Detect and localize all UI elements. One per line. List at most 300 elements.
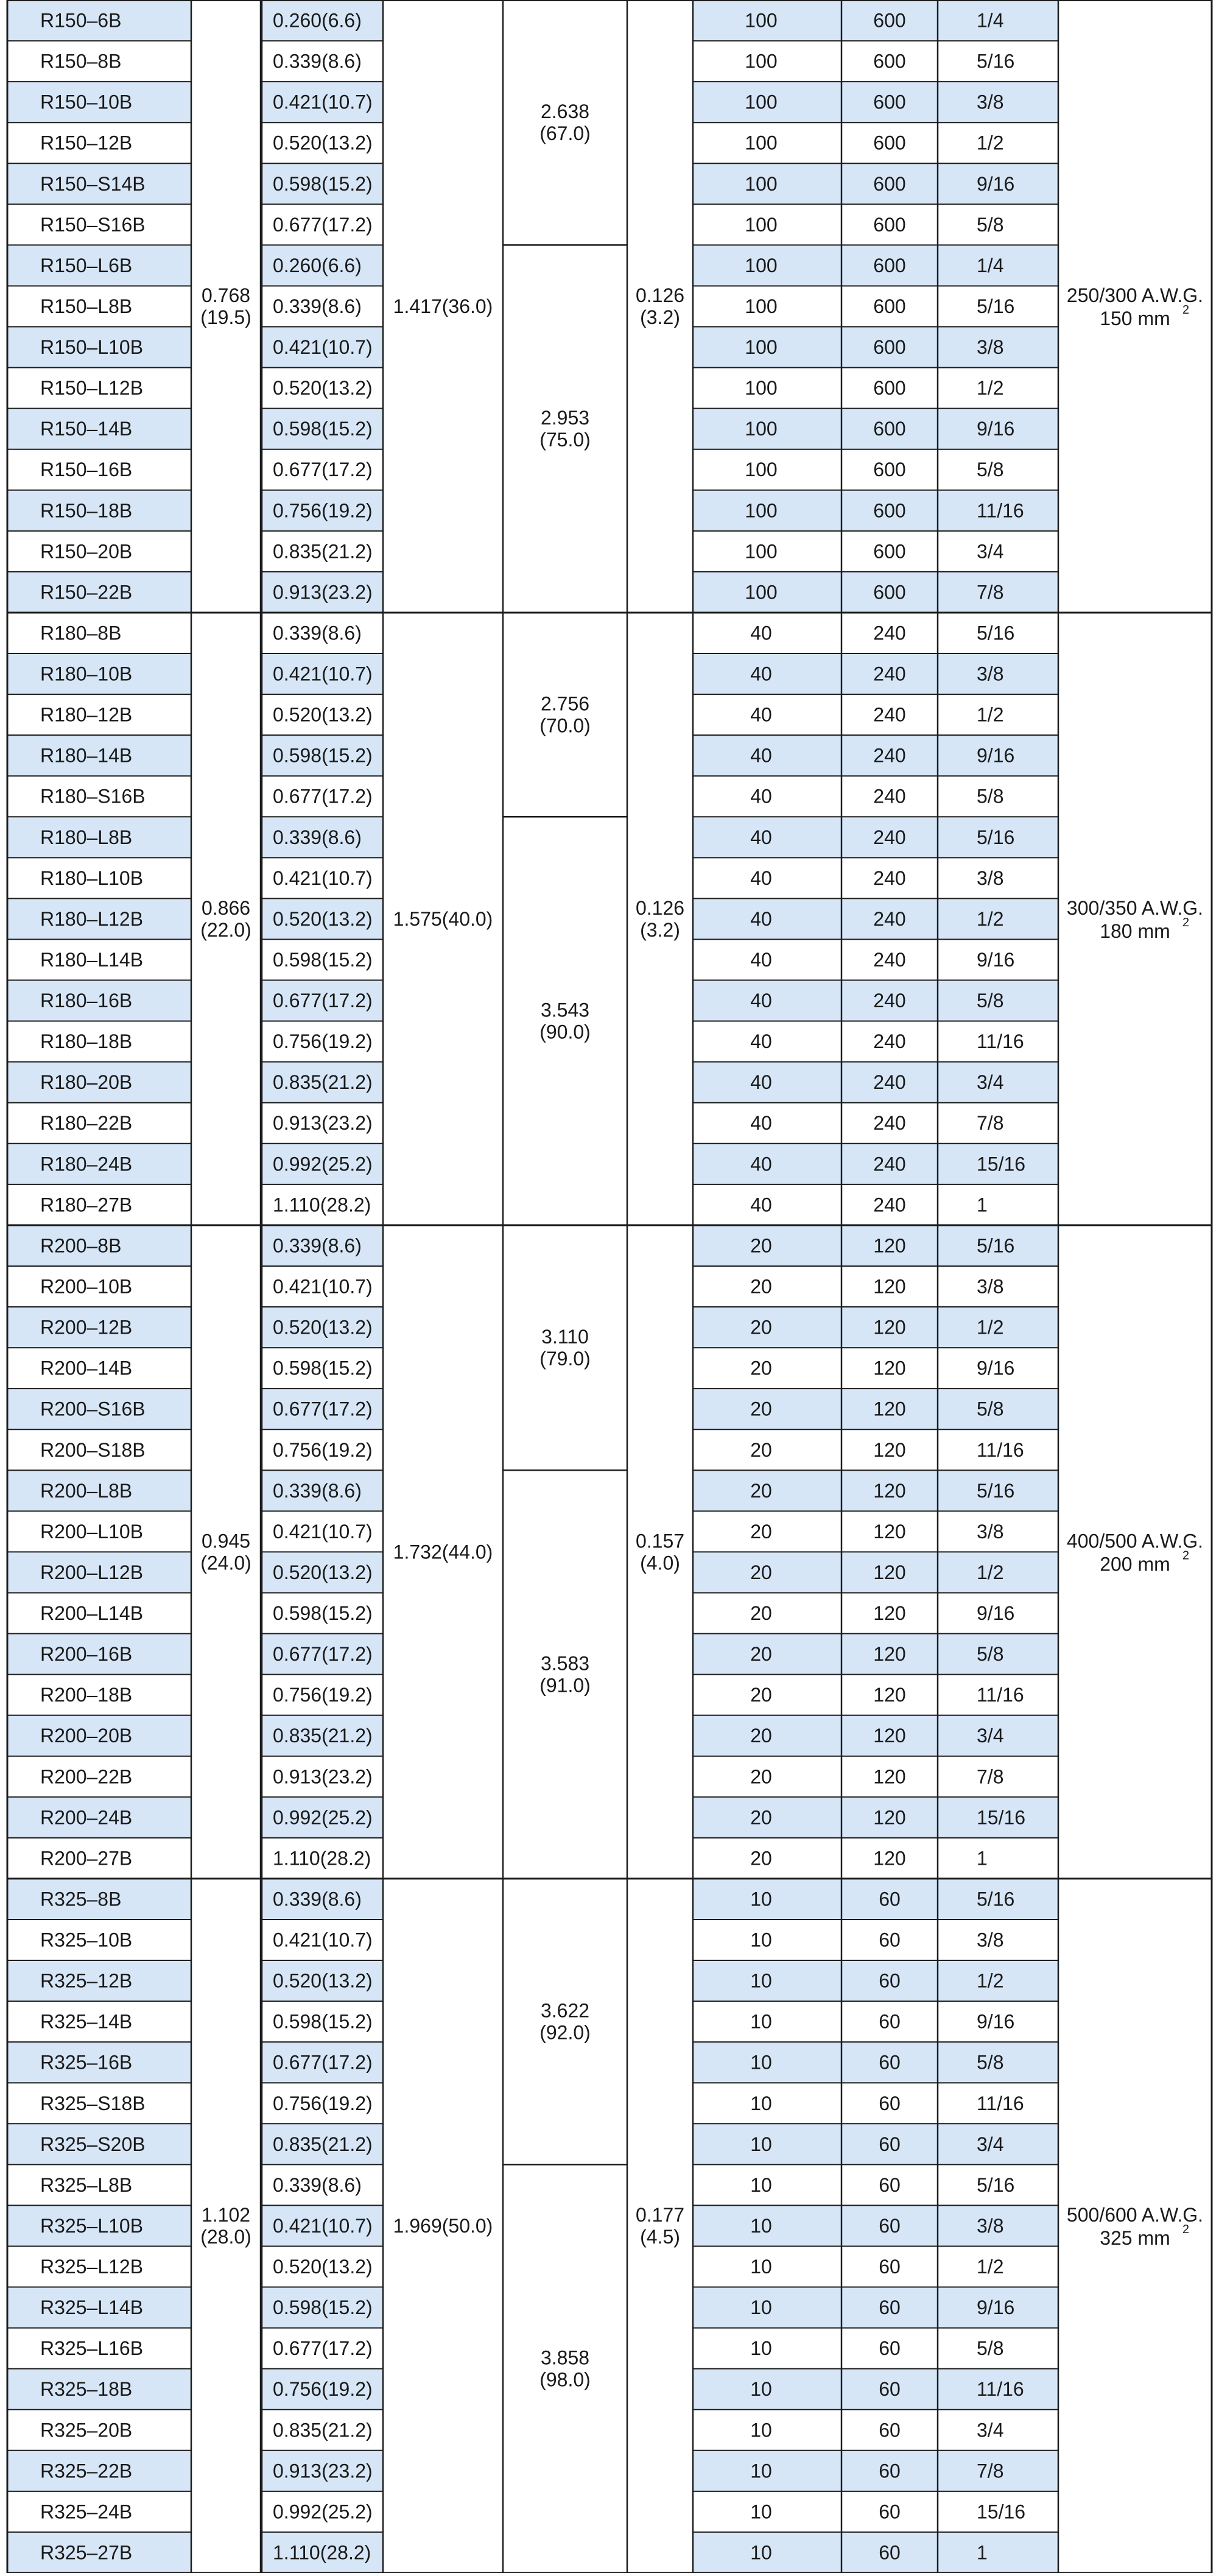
pack-quantity-cell: 10 bbox=[750, 2133, 772, 2155]
pack-quantity-cell: 100 bbox=[745, 377, 778, 399]
stud-size-cell: 11/16 bbox=[977, 2092, 1024, 2114]
stud-size-cell: 3/4 bbox=[977, 1071, 1004, 1094]
stud-dimension-cell: 0.992(25.2) bbox=[273, 2500, 373, 2523]
stud-size-cell: 5/16 bbox=[977, 1479, 1015, 1502]
box-quantity-cell: 240 bbox=[873, 990, 906, 1012]
barrel-diameter: 1.102 bbox=[201, 2203, 251, 2226]
table-row bbox=[40, 132, 1003, 154]
stud-dimension-cell: 0.520(13.2) bbox=[273, 132, 373, 154]
pack-quantity-cell: 10 bbox=[750, 2541, 772, 2564]
stud-size-cell: 1/2 bbox=[977, 1561, 1004, 1583]
stud-dimension-cell: 0.835(21.2) bbox=[273, 2133, 373, 2155]
box-quantity-cell: 600 bbox=[873, 377, 906, 399]
part-number-cell: R325–20B bbox=[40, 2419, 133, 2441]
stud-dimension-cell: 0.677(17.2) bbox=[273, 990, 373, 1012]
pack-quantity-cell: 100 bbox=[745, 91, 778, 113]
stud-dimension-cell: 0.756(19.2) bbox=[273, 2378, 373, 2401]
box-quantity-cell: 60 bbox=[879, 2541, 901, 2564]
stud-size-cell: 5/8 bbox=[977, 213, 1004, 236]
pack-quantity-cell: 20 bbox=[750, 1398, 772, 1420]
stud-dimension-cell: 0.520(13.2) bbox=[273, 1316, 373, 1339]
part-number-cell: R325–14B bbox=[40, 2010, 133, 2033]
stud-dimension-cell: 0.913(23.2) bbox=[273, 581, 373, 604]
stud-dimension-cell: 0.756(19.2) bbox=[273, 1438, 373, 1461]
stud-size-cell: 1 bbox=[977, 2541, 988, 2564]
box-quantity-cell: 240 bbox=[873, 703, 906, 726]
stud-dimension-cell: 0.520(13.2) bbox=[273, 1969, 373, 1992]
pack-quantity-cell: 40 bbox=[750, 703, 772, 726]
stud-size-cell: 9/16 bbox=[977, 172, 1015, 195]
box-quantity-cell: 240 bbox=[873, 744, 906, 767]
table-row bbox=[40, 2500, 1025, 2522]
stud-dimension-cell: 1.110(28.2) bbox=[273, 1847, 371, 1870]
wire-range-mm2: 180 mm bbox=[1100, 920, 1170, 942]
box-quantity-cell: 60 bbox=[879, 2092, 901, 2114]
pack-quantity-cell: 10 bbox=[750, 2337, 772, 2360]
stud-dimension-cell: 0.421(10.7) bbox=[273, 1929, 373, 1951]
stud-dimension-cell: 0.339(8.6) bbox=[273, 1479, 362, 1502]
wire-range-mm2: 325 mm bbox=[1100, 2226, 1170, 2249]
box-quantity-cell: 60 bbox=[879, 1969, 901, 1992]
part-number-cell: R150–L8B bbox=[40, 295, 133, 317]
stud-dimension-cell: 0.339(8.6) bbox=[273, 622, 362, 644]
superscript-2: 2 bbox=[1182, 915, 1190, 929]
length-value: 3.110 bbox=[541, 1326, 589, 1348]
pack-quantity-cell: 10 bbox=[750, 2296, 772, 2319]
stud-dimension-cell: 0.339(8.6) bbox=[273, 1234, 362, 1257]
barrel-diameter-mm: (28.0) bbox=[200, 2225, 251, 2248]
pack-quantity-cell: 10 bbox=[750, 1929, 772, 1951]
table-row bbox=[40, 295, 1014, 317]
stud-dimension-cell: 0.756(19.2) bbox=[273, 499, 373, 522]
stud-size-cell: 15/16 bbox=[977, 1806, 1026, 1829]
stud-dimension-cell: 0.677(17.2) bbox=[273, 1643, 373, 1666]
pack-quantity-cell: 40 bbox=[750, 1071, 772, 1094]
wire-range-awg: 500/600 A.W.G. bbox=[1066, 2203, 1204, 2226]
length-value: 2.953 bbox=[540, 407, 590, 429]
pack-quantity-cell: 100 bbox=[745, 336, 778, 359]
box-quantity-cell: 120 bbox=[873, 1684, 906, 1706]
table-row bbox=[40, 459, 1003, 480]
stud-size-cell: 5/16 bbox=[977, 1234, 1015, 1257]
box-quantity-cell: 60 bbox=[879, 1888, 901, 1910]
part-number-cell: R200–8B bbox=[40, 1234, 122, 1257]
box-quantity-cell: 600 bbox=[873, 91, 906, 113]
part-number-cell: R180–18B bbox=[40, 1030, 133, 1053]
part-number-cell: R150–14B bbox=[40, 418, 133, 440]
box-quantity-cell: 600 bbox=[873, 418, 906, 440]
tongue-width: 1.575(40.0) bbox=[393, 907, 493, 930]
table-row bbox=[40, 2174, 1014, 2196]
part-number-cell: R200–12B bbox=[40, 1316, 133, 1339]
pack-quantity-cell: 20 bbox=[750, 1684, 772, 1706]
stud-size-cell: 15/16 bbox=[977, 1153, 1026, 1175]
part-number-cell: R150–12B bbox=[40, 132, 133, 154]
pack-quantity-cell: 40 bbox=[750, 1112, 772, 1135]
pack-quantity-cell: 100 bbox=[745, 581, 778, 604]
pack-quantity-cell: 20 bbox=[750, 1561, 772, 1583]
part-number-cell: R325–S18B bbox=[40, 2092, 146, 2114]
stud-size-cell: 1/4 bbox=[977, 254, 1004, 276]
pack-quantity-cell: 20 bbox=[750, 1765, 772, 1788]
pack-quantity-cell: 10 bbox=[750, 2460, 772, 2482]
box-quantity-cell: 240 bbox=[873, 1194, 906, 1216]
table-row bbox=[40, 2337, 1003, 2359]
stud-dimension-cell: 0.339(8.6) bbox=[273, 2173, 362, 2196]
wall-thickness: 0.126 bbox=[635, 896, 685, 919]
box-quantity-cell: 60 bbox=[879, 2378, 901, 2401]
stud-dimension-cell: 0.598(15.2) bbox=[273, 2296, 373, 2319]
part-number-cell: R200–27B bbox=[40, 1847, 133, 1870]
part-number-cell: R180–L10B bbox=[40, 867, 144, 889]
part-number-cell: R200–22B bbox=[40, 1765, 133, 1788]
superscript-2: 2 bbox=[1182, 2222, 1190, 2236]
part-number-cell: R180–L12B bbox=[40, 907, 144, 930]
part-number-cell: R325–L16B bbox=[40, 2337, 144, 2360]
pack-quantity-cell: 10 bbox=[750, 2010, 772, 2033]
stud-size-cell: 1/2 bbox=[977, 132, 1004, 154]
stud-dimension-cell: 0.260(6.6) bbox=[273, 254, 362, 276]
box-quantity-cell: 600 bbox=[873, 581, 906, 604]
pack-quantity-cell: 20 bbox=[750, 1847, 772, 1870]
stud-dimension-cell: 0.913(23.2) bbox=[273, 1765, 373, 1788]
table-row bbox=[40, 1276, 1003, 1298]
table-row bbox=[40, 1439, 1024, 1461]
pack-quantity-cell: 100 bbox=[745, 50, 778, 72]
stud-size-cell: 9/16 bbox=[977, 1357, 1015, 1379]
box-quantity-cell: 120 bbox=[873, 1234, 906, 1257]
wire-range-mm2: 200 mm bbox=[1100, 1553, 1170, 1575]
stud-size-cell: 3/8 bbox=[977, 1520, 1004, 1543]
stud-size-cell: 11/16 bbox=[977, 2378, 1024, 2401]
pack-quantity-cell: 40 bbox=[750, 867, 772, 889]
stud-dimension-cell: 0.598(15.2) bbox=[273, 2010, 373, 2033]
box-quantity-cell: 240 bbox=[873, 907, 906, 930]
stud-dimension-cell: 0.598(15.2) bbox=[273, 744, 373, 767]
box-quantity-cell: 600 bbox=[873, 295, 906, 317]
pack-quantity-cell: 40 bbox=[750, 785, 772, 808]
stud-dimension-cell: 0.421(10.7) bbox=[273, 867, 373, 889]
box-quantity-cell: 120 bbox=[873, 1520, 906, 1543]
box-quantity-cell: 120 bbox=[873, 1316, 906, 1339]
wire-range-awg: 300/350 A.W.G. bbox=[1066, 896, 1204, 919]
stud-dimension-cell: 0.339(8.6) bbox=[273, 295, 362, 317]
part-number-cell: R200–18B bbox=[40, 1684, 133, 1706]
box-quantity-cell: 120 bbox=[873, 1765, 906, 1788]
part-number-cell: R200–S16B bbox=[40, 1398, 146, 1420]
pack-quantity-cell: 10 bbox=[750, 2256, 772, 2278]
table-row bbox=[40, 540, 1003, 562]
part-number-cell: R150–16B bbox=[40, 459, 133, 481]
stud-size-cell: 3/8 bbox=[977, 336, 1004, 359]
box-quantity-cell: 240 bbox=[873, 1112, 906, 1135]
stud-dimension-cell: 0.913(23.2) bbox=[273, 1112, 373, 1135]
stud-dimension-cell: 0.756(19.2) bbox=[273, 2092, 373, 2114]
superscript-2: 2 bbox=[1182, 1549, 1190, 1563]
stud-dimension-cell: 0.756(19.2) bbox=[273, 1684, 373, 1706]
stud-size-cell: 11/16 bbox=[977, 499, 1024, 522]
part-number-cell: R200–14B bbox=[40, 1357, 133, 1379]
part-number-cell: R325–L14B bbox=[40, 2296, 144, 2319]
box-quantity-cell: 60 bbox=[879, 2173, 901, 2196]
length-value-mm: (90.0) bbox=[539, 1021, 591, 1043]
barrel-diameter: 0.768 bbox=[201, 284, 251, 306]
box-quantity-cell: 120 bbox=[873, 1847, 906, 1870]
stud-size-cell: 1/2 bbox=[977, 907, 1004, 930]
stud-dimension-cell: 0.677(17.2) bbox=[273, 785, 373, 808]
stud-dimension-cell: 0.421(10.7) bbox=[273, 1520, 373, 1543]
box-quantity-cell: 60 bbox=[879, 2419, 901, 2441]
wire-range-awg: 250/300 A.W.G. bbox=[1066, 284, 1204, 306]
barrel-diameter-mm: (24.0) bbox=[200, 1552, 251, 1574]
pack-quantity-cell: 10 bbox=[750, 2092, 772, 2114]
stud-size-cell: 9/16 bbox=[977, 1602, 1015, 1625]
stud-size-cell: 9/16 bbox=[977, 948, 1015, 971]
stud-dimension-cell: 0.756(19.2) bbox=[273, 1030, 373, 1053]
pack-quantity-cell: 20 bbox=[750, 1602, 772, 1625]
box-quantity-cell: 600 bbox=[873, 172, 906, 195]
stud-size-cell: 3/4 bbox=[977, 1725, 1004, 1747]
stud-dimension-cell: 0.835(21.2) bbox=[273, 1725, 373, 1747]
stud-dimension-cell: 0.598(15.2) bbox=[273, 172, 373, 195]
length-value: 3.622 bbox=[540, 1999, 590, 2022]
stud-size-cell: 15/16 bbox=[977, 2500, 1026, 2523]
stud-size-cell: 9/16 bbox=[977, 418, 1015, 440]
pack-quantity-cell: 20 bbox=[750, 1438, 772, 1461]
wall-thickness: 0.157 bbox=[635, 1530, 685, 1552]
box-quantity-cell: 240 bbox=[873, 1071, 906, 1094]
part-number-cell: R325–L8B bbox=[40, 2173, 133, 2196]
pack-quantity-cell: 20 bbox=[750, 1643, 772, 1666]
stud-size-cell: 9/16 bbox=[977, 744, 1015, 767]
part-number-cell: R150–6B bbox=[40, 9, 122, 32]
length-value-mm: (75.0) bbox=[539, 429, 591, 451]
box-quantity-cell: 240 bbox=[873, 1030, 906, 1053]
wall-thickness: 0.177 bbox=[635, 2203, 685, 2226]
stud-size-cell: 3/8 bbox=[977, 1275, 1004, 1298]
part-number-cell: R325–L12B bbox=[40, 2256, 144, 2278]
stud-size-cell: 11/16 bbox=[977, 1684, 1024, 1706]
pack-quantity-cell: 40 bbox=[750, 663, 772, 685]
pack-quantity-cell: 10 bbox=[750, 2378, 772, 2401]
box-quantity-cell: 60 bbox=[879, 2133, 901, 2155]
stud-dimension-cell: 1.110(28.2) bbox=[273, 1194, 371, 1216]
pack-quantity-cell: 10 bbox=[750, 2214, 772, 2237]
stud-size-cell: 1/2 bbox=[977, 1969, 1004, 1992]
stud-size-cell: 3/8 bbox=[977, 91, 1004, 113]
stud-size-cell: 3/8 bbox=[977, 1929, 1004, 1951]
table-row bbox=[40, 51, 1014, 72]
part-number-cell: R200–L14B bbox=[40, 1602, 144, 1625]
superscript-2: 2 bbox=[1182, 303, 1190, 317]
table-row bbox=[40, 1357, 1014, 1379]
length-value: 3.583 bbox=[540, 1652, 590, 1675]
stud-dimension-cell: 0.520(13.2) bbox=[273, 703, 373, 726]
stud-size-cell: 5/8 bbox=[977, 2051, 1004, 2074]
stud-size-cell: 9/16 bbox=[977, 2296, 1015, 2319]
part-number-cell: R180–20B bbox=[40, 1071, 133, 1094]
stud-size-cell: 1 bbox=[977, 1847, 988, 1870]
stud-size-cell: 3/4 bbox=[977, 2133, 1004, 2155]
stud-size-cell: 7/8 bbox=[977, 1112, 1004, 1135]
part-number-cell: R180–16B bbox=[40, 990, 133, 1012]
stud-size-cell: 1/2 bbox=[977, 377, 1004, 399]
pack-quantity-cell: 40 bbox=[750, 1153, 772, 1175]
part-number-cell: R325–S20B bbox=[40, 2133, 146, 2155]
box-quantity-cell: 60 bbox=[879, 2296, 901, 2319]
pack-quantity-cell: 100 bbox=[745, 418, 778, 440]
table-row bbox=[40, 1684, 1024, 1706]
box-quantity-cell: 240 bbox=[873, 948, 906, 971]
text-layer bbox=[40, 10, 1203, 2564]
box-quantity-cell: 120 bbox=[873, 1725, 906, 1747]
stud-dimension-cell: 0.520(13.2) bbox=[273, 907, 373, 930]
box-quantity-cell: 240 bbox=[873, 867, 906, 889]
part-number-cell: R180–24B bbox=[40, 1153, 133, 1175]
pack-quantity-cell: 40 bbox=[750, 744, 772, 767]
stud-dimension-cell: 0.913(23.2) bbox=[273, 2460, 373, 2482]
part-number-cell: R200–20B bbox=[40, 1725, 133, 1747]
part-number-cell: R150–18B bbox=[40, 499, 133, 522]
stud-dimension-cell: 0.421(10.7) bbox=[273, 2214, 373, 2237]
box-quantity-cell: 120 bbox=[873, 1602, 906, 1625]
stud-size-cell: 3/4 bbox=[977, 540, 1004, 563]
pack-quantity-cell: 100 bbox=[745, 499, 778, 522]
table-row bbox=[40, 1929, 1003, 1951]
part-number-cell: R180–10B bbox=[40, 663, 133, 685]
length-value-mm: (70.0) bbox=[539, 714, 591, 737]
wire-range-mm2: 150 mm bbox=[1100, 307, 1170, 329]
box-quantity-cell: 120 bbox=[873, 1561, 906, 1583]
stud-size-cell: 5/16 bbox=[977, 622, 1015, 644]
stud-size-cell: 1 bbox=[977, 1194, 988, 1216]
stud-dimension-cell: 0.520(13.2) bbox=[273, 1561, 373, 1583]
table-row bbox=[40, 1112, 1003, 1134]
stud-size-cell: 1/4 bbox=[977, 9, 1004, 32]
box-quantity-cell: 600 bbox=[873, 50, 906, 72]
part-number-cell: R325–22B bbox=[40, 2460, 133, 2482]
part-number-cell: R150–10B bbox=[40, 91, 133, 113]
pack-quantity-cell: 20 bbox=[750, 1234, 772, 1257]
part-number-cell: R150–22B bbox=[40, 581, 133, 604]
tongue-width: 1.732(44.0) bbox=[393, 1541, 493, 1563]
part-number-cell: R180–14B bbox=[40, 744, 133, 767]
pack-quantity-cell: 40 bbox=[750, 948, 772, 971]
part-number-cell: R150–S16B bbox=[40, 213, 146, 236]
row-shade bbox=[693, 2532, 1058, 2573]
stud-size-cell: 1/2 bbox=[977, 703, 1004, 726]
stud-size-cell: 5/8 bbox=[977, 459, 1004, 481]
stud-dimension-cell: 0.421(10.7) bbox=[273, 91, 373, 113]
stud-size-cell: 5/16 bbox=[977, 1888, 1015, 1910]
stud-size-cell: 5/16 bbox=[977, 50, 1015, 72]
part-number-cell: R150–20B bbox=[40, 540, 133, 563]
box-quantity-cell: 120 bbox=[873, 1398, 906, 1420]
table-row bbox=[40, 2011, 1014, 2033]
stud-size-cell: 5/16 bbox=[977, 295, 1015, 317]
stud-dimension-cell: 0.677(17.2) bbox=[273, 2337, 373, 2360]
pack-quantity-cell: 20 bbox=[750, 1725, 772, 1747]
stud-size-cell: 7/8 bbox=[977, 2460, 1004, 2482]
length-value-mm: (91.0) bbox=[539, 1674, 591, 1697]
pack-quantity-cell: 20 bbox=[750, 1479, 772, 1502]
stud-size-cell: 3/8 bbox=[977, 867, 1004, 889]
part-number-cell: R325–12B bbox=[40, 1969, 133, 1992]
stud-dimension-cell: 0.677(17.2) bbox=[273, 2051, 373, 2074]
stud-size-cell: 3/8 bbox=[977, 663, 1004, 685]
length-value-mm: (98.0) bbox=[539, 2368, 591, 2391]
length-value: 2.756 bbox=[540, 692, 590, 715]
box-quantity-cell: 120 bbox=[873, 1479, 906, 1502]
length-value-mm: (79.0) bbox=[539, 1348, 591, 1370]
pack-quantity-cell: 40 bbox=[750, 1030, 772, 1053]
stud-dimension-cell: 0.339(8.6) bbox=[273, 826, 362, 848]
stud-dimension-cell: 0.835(21.2) bbox=[273, 2419, 373, 2441]
stud-dimension-cell: 0.339(8.6) bbox=[273, 50, 362, 72]
stud-dimension-cell: 0.339(8.6) bbox=[273, 1888, 362, 1910]
part-number-cell: R200–24B bbox=[40, 1806, 133, 1829]
length-value: 3.543 bbox=[540, 999, 590, 1021]
pack-quantity-cell: 100 bbox=[745, 172, 778, 195]
stud-dimension-cell: 0.520(13.2) bbox=[273, 2256, 373, 2278]
length-value: 3.858 bbox=[540, 2346, 590, 2369]
stud-dimension-cell: 0.677(17.2) bbox=[273, 213, 373, 236]
pack-quantity-cell: 100 bbox=[745, 254, 778, 276]
stud-dimension-cell: 0.520(13.2) bbox=[273, 377, 373, 399]
table-row bbox=[40, 867, 1003, 889]
box-quantity-cell: 60 bbox=[879, 2051, 901, 2074]
stud-dimension-cell: 0.598(15.2) bbox=[273, 1602, 373, 1625]
pack-quantity-cell: 40 bbox=[750, 826, 772, 848]
box-quantity-cell: 120 bbox=[873, 1275, 906, 1298]
part-number-cell: R200–L12B bbox=[40, 1561, 144, 1583]
part-number-cell: R180–22B bbox=[40, 1112, 133, 1135]
pack-quantity-cell: 20 bbox=[750, 1806, 772, 1829]
table-row bbox=[40, 622, 1014, 644]
box-quantity-cell: 60 bbox=[879, 2337, 901, 2360]
part-number-cell: R150–L10B bbox=[40, 336, 144, 359]
part-number-cell: R180–S16B bbox=[40, 785, 146, 808]
part-number-cell: R325–27B bbox=[40, 2541, 133, 2564]
part-number-cell: R200–L8B bbox=[40, 1479, 133, 1502]
wall-thickness-mm: (3.2) bbox=[640, 918, 680, 941]
barrel-diameter-mm: (22.0) bbox=[200, 918, 251, 941]
part-number-cell: R200–L10B bbox=[40, 1520, 144, 1543]
box-quantity-cell: 120 bbox=[873, 1357, 906, 1379]
stud-dimension-cell: 0.421(10.7) bbox=[273, 1275, 373, 1298]
stud-size-cell: 5/16 bbox=[977, 2173, 1015, 2196]
pack-quantity-cell: 10 bbox=[750, 1888, 772, 1910]
stud-size-cell: 3/8 bbox=[977, 2214, 1004, 2237]
table-row bbox=[40, 2419, 1003, 2441]
pack-quantity-cell: 10 bbox=[750, 2173, 772, 2196]
table-row bbox=[40, 949, 1014, 971]
part-number-cell: R150–S14B bbox=[40, 172, 146, 195]
box-quantity-cell: 600 bbox=[873, 336, 906, 359]
stud-dimension-cell: 0.598(15.2) bbox=[273, 948, 373, 971]
stud-size-cell: 5/8 bbox=[977, 1643, 1004, 1666]
pack-quantity-cell: 40 bbox=[750, 990, 772, 1012]
stud-size-cell: 9/16 bbox=[977, 2010, 1015, 2033]
pack-quantity-cell: 100 bbox=[745, 295, 778, 317]
stud-size-cell: 5/8 bbox=[977, 1398, 1004, 1420]
table-row bbox=[40, 786, 1003, 808]
part-number-cell: R200–16B bbox=[40, 1643, 133, 1666]
box-quantity-cell: 60 bbox=[879, 2010, 901, 2033]
length-value-mm: (67.0) bbox=[539, 122, 591, 145]
tongue-width: 1.969(50.0) bbox=[393, 2214, 493, 2237]
stud-dimension-cell: 0.260(6.6) bbox=[273, 9, 362, 32]
